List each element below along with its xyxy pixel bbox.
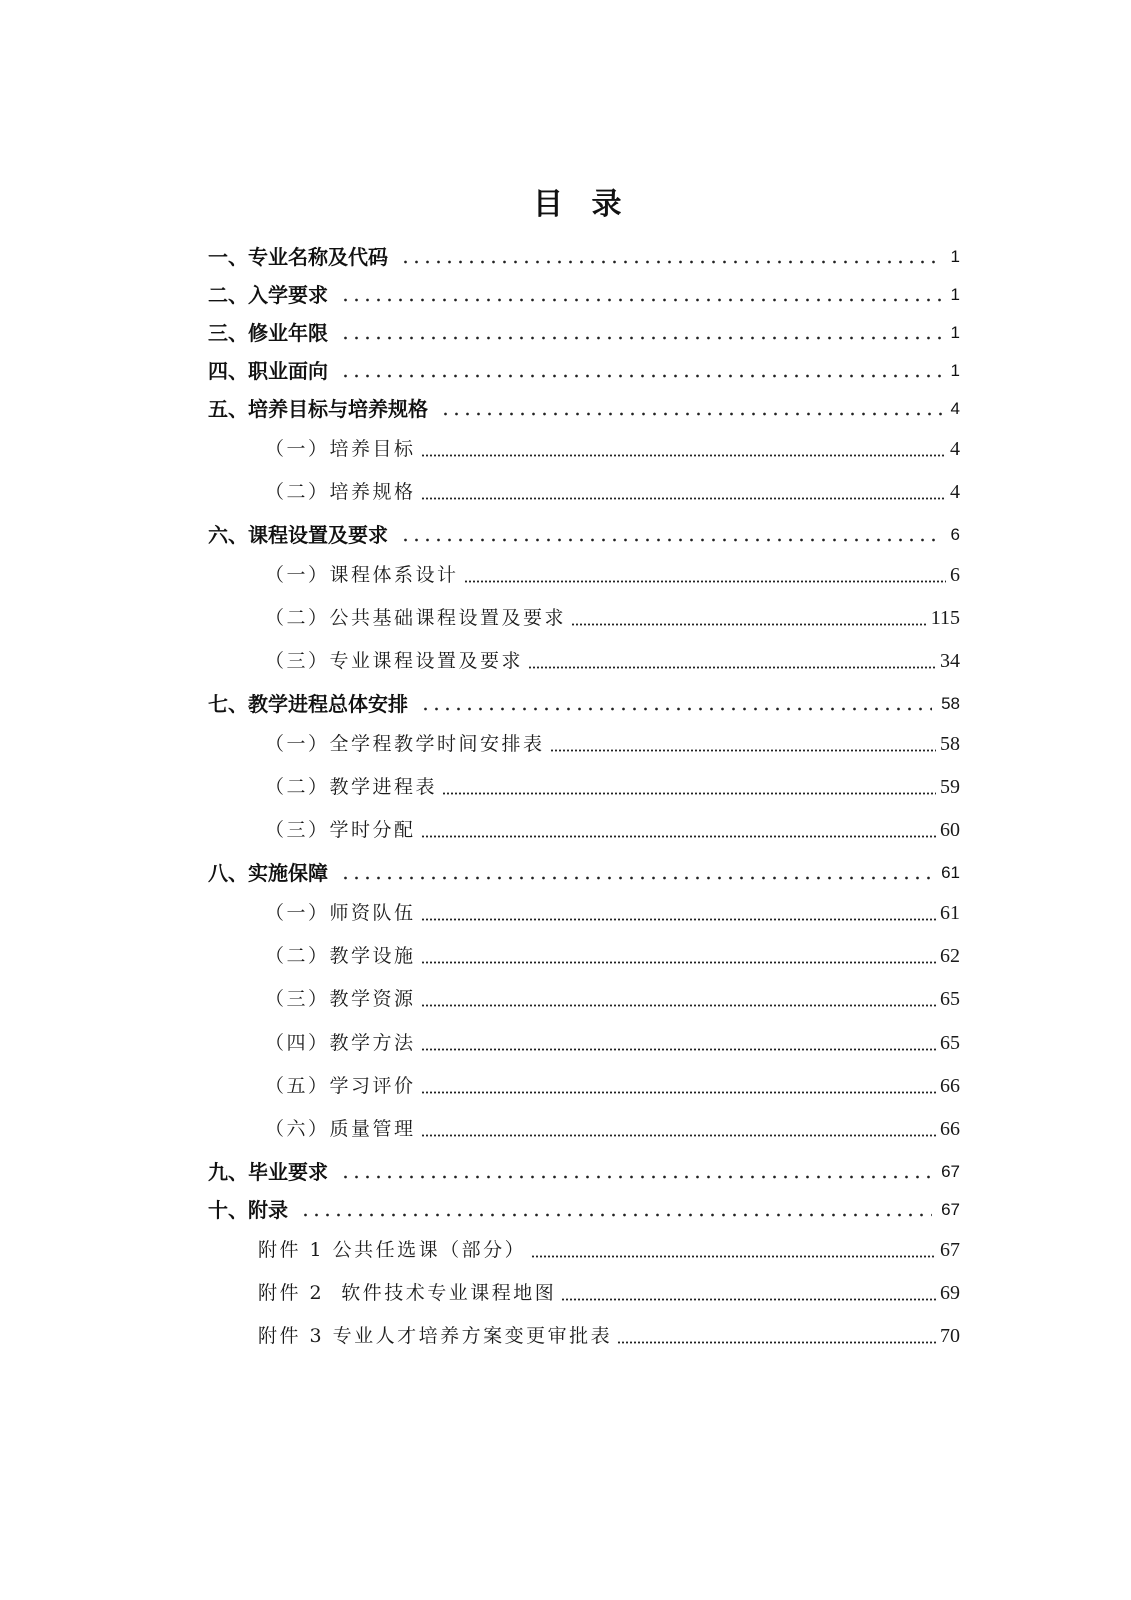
toc-section[interactable]: [0, 238, 1131, 276]
dot-leader: [421, 471, 946, 514]
toc-subsection[interactable]: [0, 471, 1131, 514]
toc-entry-page: 6: [950, 563, 960, 586]
dot-leader: [421, 1108, 936, 1151]
toc-entry-label: 七、教学进程总体安排: [208, 691, 408, 716]
toc-entry-page: 62: [940, 945, 960, 968]
toc-appendix[interactable]: [0, 1315, 1131, 1358]
dot-leader: [442, 766, 936, 809]
toc-entry-page: 69: [940, 1281, 960, 1304]
toc-entry-label: （三）专业课程设置及要求: [265, 650, 524, 673]
toc-subsection[interactable]: [0, 935, 1131, 978]
toc-entry-page: 1: [950, 361, 960, 380]
toc-subsection[interactable]: [0, 892, 1131, 935]
toc-subsection[interactable]: [0, 809, 1131, 852]
dot-leader: [421, 428, 946, 471]
toc-section[interactable]: [0, 276, 1131, 314]
dot-leader: [421, 978, 936, 1021]
dot-leader: [338, 352, 942, 390]
toc-entry-label: 十、附录: [208, 1197, 288, 1222]
toc-appendix[interactable]: [0, 1272, 1131, 1315]
toc-title: 目 录: [533, 187, 622, 222]
toc-entry-label: （五）学习评价: [265, 1074, 416, 1097]
toc-entry-page: 67: [940, 1238, 960, 1261]
toc-entry-label: （四）教学方法: [265, 1031, 416, 1054]
toc-entry-page: 34: [940, 650, 960, 673]
dot-leader: [398, 238, 942, 276]
toc-entry-page: 1: [950, 323, 960, 342]
toc-subsection[interactable]: [0, 978, 1131, 1021]
toc-section[interactable]: [0, 516, 1131, 554]
toc-entry-page: 59: [940, 776, 960, 799]
toc-entry-label: 一、专业名称及代码: [208, 245, 388, 269]
toc-entry-page: 67: [941, 1199, 960, 1219]
dot-leader: [464, 554, 946, 597]
toc-entry-label: 附件 1 公共任选课（部分）: [258, 1238, 527, 1261]
toc-section[interactable]: [0, 1153, 1131, 1191]
toc-entry-page: 61: [940, 902, 960, 924]
dot-leader: [421, 892, 936, 935]
toc-entry-page: 4: [950, 399, 960, 418]
toc-entry-label: 三、修业年限: [208, 321, 328, 345]
toc-section[interactable]: [0, 1191, 1131, 1229]
dot-leader: [571, 597, 927, 640]
toc-entry-label: 四、职业面向: [208, 359, 328, 383]
toc-entry-page: 66: [940, 1074, 960, 1097]
dot-leader: [531, 1229, 936, 1272]
toc-entry-page: 6: [950, 524, 960, 544]
toc-entry-label: 附件 3 专业人才培养方案变更审批表: [258, 1325, 613, 1347]
dot-leader: [528, 640, 936, 683]
toc-subsection[interactable]: [0, 597, 1131, 640]
toc-subsection[interactable]: [0, 554, 1131, 597]
toc-subsection[interactable]: [0, 1108, 1131, 1151]
toc-entry-label: （三）教学资源: [265, 988, 416, 1011]
toc-entry-page: 1: [950, 285, 960, 304]
dot-leader: [338, 854, 932, 892]
toc-entry-label: （二）培养规格: [265, 481, 416, 504]
toc-entry-page: 4: [950, 438, 960, 460]
toc-entry-label: （二）教学进程表: [265, 776, 438, 799]
toc-entry-label: 九、毕业要求: [208, 1159, 328, 1184]
dot-leader: [421, 1065, 936, 1108]
dot-leader: [338, 1153, 932, 1191]
toc-entry-label: （三）学时分配: [265, 819, 416, 842]
toc-appendix[interactable]: [0, 1229, 1131, 1272]
table-of-contents: [0, 238, 1131, 1358]
toc-entry-page: 115: [930, 607, 960, 630]
toc-entry-page: 70: [940, 1325, 960, 1347]
dot-leader: [617, 1315, 936, 1358]
toc-subsection[interactable]: [0, 1022, 1131, 1065]
toc-entry-page: 60: [940, 819, 960, 842]
toc-entry-label: （一）培养目标: [265, 438, 416, 460]
dot-leader: [338, 314, 942, 352]
toc-entry-page: 61: [941, 863, 960, 882]
toc-entry-label: （一）全学程教学时间安排表: [265, 732, 545, 755]
toc-subsection[interactable]: [0, 766, 1131, 809]
toc-subsection[interactable]: [0, 428, 1131, 471]
toc-entry-label: （一）师资队伍: [265, 902, 416, 924]
toc-entry-label: 八、实施保障: [208, 861, 328, 885]
toc-entry-page: 58: [941, 693, 960, 713]
toc-entry-label: （二）公共基础课程设置及要求: [265, 607, 567, 630]
dot-leader: [561, 1272, 936, 1315]
toc-entry-label: 五、培养目标与培养规格: [208, 397, 428, 421]
dot-leader: [338, 276, 942, 314]
dot-leader: [298, 1191, 932, 1229]
dot-leader: [398, 516, 942, 554]
toc-entry-label: 附件 2 软件技术专业课程地图: [258, 1281, 557, 1304]
toc-entry-label: （一）课程体系设计: [265, 563, 459, 586]
dot-leader: [418, 685, 932, 723]
dot-leader: [550, 723, 936, 766]
toc-entry-page: 1: [950, 247, 960, 266]
toc-entry-page: 65: [940, 1031, 960, 1054]
toc-entry-label: 六、课程设置及要求: [208, 522, 388, 547]
toc-section[interactable]: [0, 854, 1131, 892]
toc-entry-page: 65: [940, 988, 960, 1011]
toc-section[interactable]: [0, 352, 1131, 390]
toc-section[interactable]: [0, 390, 1131, 428]
toc-entry-page: 58: [940, 732, 960, 755]
toc-entry-label: 二、入学要求: [208, 283, 328, 307]
dot-leader: [438, 390, 942, 428]
toc-entry-page: 67: [941, 1161, 960, 1181]
toc-subsection[interactable]: [0, 723, 1131, 766]
dot-leader: [421, 809, 936, 852]
dot-leader: [421, 1022, 936, 1065]
toc-entry-page: 4: [950, 481, 960, 504]
toc-entry-label: （六）质量管理: [265, 1117, 416, 1140]
toc-subsection[interactable]: [0, 640, 1131, 683]
toc-entry-page: 66: [940, 1117, 960, 1140]
toc-section[interactable]: [0, 685, 1131, 723]
toc-section[interactable]: [0, 314, 1131, 352]
toc-entry-label: （二）教学设施: [265, 945, 416, 968]
dot-leader: [421, 935, 936, 978]
toc-subsection[interactable]: [0, 1065, 1131, 1108]
